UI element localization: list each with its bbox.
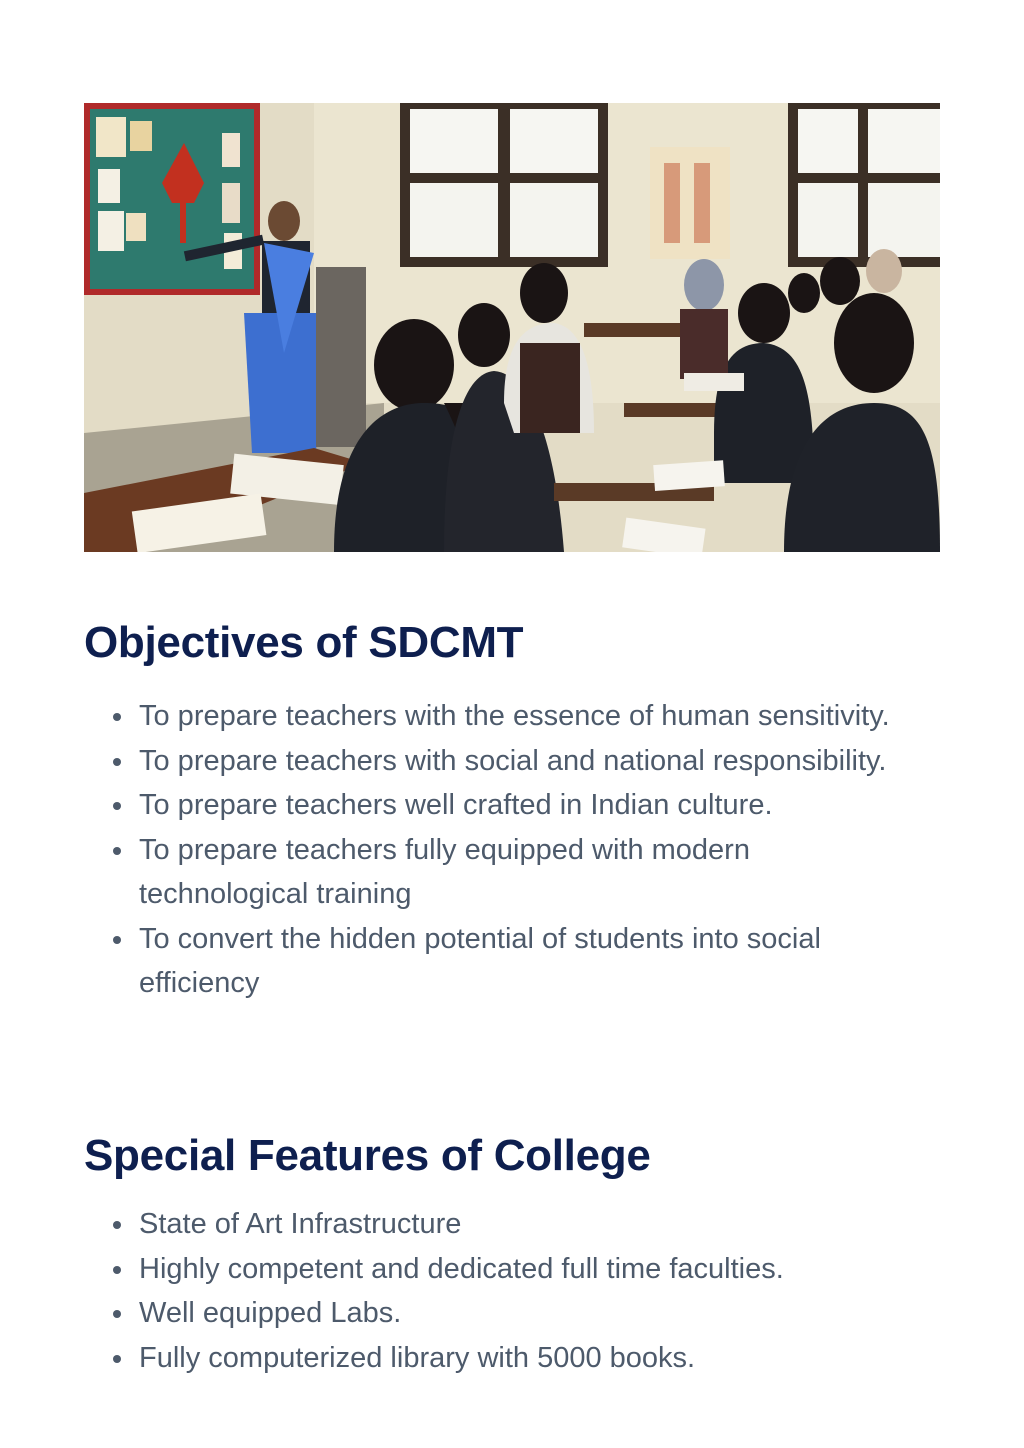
list-item-text: To prepare teachers with social and national responsibility.	[139, 744, 887, 777]
list-item	[84, 783, 924, 828]
list-item	[84, 694, 924, 739]
objectives-list	[84, 694, 924, 1006]
list-item-text: To prepare teachers with the essence of human sensitivity.	[139, 700, 890, 732]
list-item-text: To prepare teachers fully equipped with modern technological training	[139, 833, 750, 910]
bullet-dot-icon	[113, 713, 121, 721]
list-item	[84, 828, 924, 917]
list-item	[84, 1291, 924, 1336]
objectives-heading: Objectives of SDCMT	[84, 618, 524, 667]
list-item-text: To prepare teachers well crafted in Indian culture.	[139, 789, 773, 821]
list-item-text: State of Art Infrastructure	[139, 1208, 462, 1240]
list-item	[84, 1202, 924, 1247]
list-item-text: Fully computerized library with 5000 books.	[139, 1341, 696, 1374]
bullet-dot-icon	[113, 1221, 121, 1229]
list-item-text: Well equipped Labs.	[139, 1297, 402, 1329]
classroom-photo	[84, 103, 940, 552]
features-heading: Special Features of College	[84, 1131, 651, 1180]
bullet-dot-icon	[113, 802, 121, 810]
bullet-dot-icon	[113, 847, 121, 855]
list-item-text: Highly competent and dedicated full time faculties.	[139, 1252, 784, 1285]
list-item	[84, 739, 924, 784]
features-list	[84, 1202, 924, 1380]
list-item	[84, 917, 924, 1006]
bullet-dot-icon	[113, 1355, 121, 1363]
list-item	[84, 1247, 924, 1292]
bullet-dot-icon	[113, 936, 121, 944]
bullet-dot-icon	[113, 1310, 121, 1318]
bullet-dot-icon	[113, 758, 121, 766]
list-item	[84, 1336, 924, 1381]
list-item-text: To convert the hidden potential of students into social efficiency	[139, 922, 821, 999]
bullet-dot-icon	[113, 1266, 121, 1274]
